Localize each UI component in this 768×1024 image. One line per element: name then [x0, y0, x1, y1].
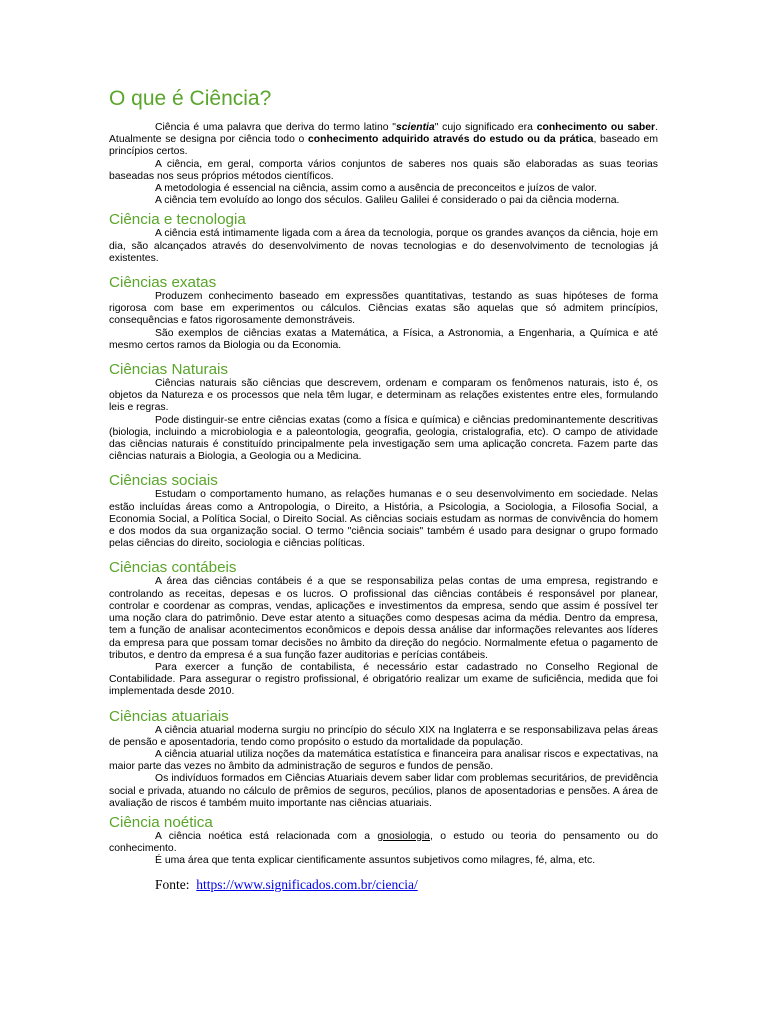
- naturais-paragraph-1: Ciências naturais são ciências que descrevem, ordenam e comparam os fenômenos naturais, isto é, os objetos da Natureza e os processos que nela têm lugar, e determinam as relações existentes entre eles, formulando leis e regras.: [109, 378, 658, 414]
- atuariais-paragraph-1: A ciência atuarial moderna surgiu no princípio do século XIX na Inglaterra e se responsabilizava pelas áreas de pensão e aposentadoria, tendo como propósito o estudo da mortalidade da população.: [109, 724, 658, 748]
- intro-text-c: . Atualmente se designa por ciência todo o: [109, 122, 658, 146]
- gnosiologia-link[interactable]: gnosiologia: [377, 830, 430, 842]
- atuariais-paragraph-2: A ciência atuarial utiliza noções da matemática estatística e financeira para analisar riscos e expectativas, na maior parte das vezes no âmbito da administração de seguros e fundos de pensão.: [109, 748, 658, 773]
- noetica-paragraph-1: [109, 831, 658, 855]
- intro-text-b: " cujo significado era: [434, 122, 537, 133]
- contabeis-paragraph-1: A área das ciências contábeis é a que se responsabiliza pelas contas de uma empresa, registrando e controlando as receitas, depesas e os lucros. O profissional das ciências contábeis é responsável por planear, controlar e coordenar as compras, vendas, aplicações e investimentos da empresa, sendo que assim é possível ter uma noção clara do patrimônio. Deve estar atento a situações como despesas acima da média. Dentro da empresa, tem a função de analisar acontecimentos econômicos e depois dessa análise dar informações relevantes aos líderes da empresa para que possam tomar decisões no âmbito da direção do negócio. Normalmente efetua o pagamento de tributos, e dentro da empresa é a sua função fazer auditorias e perícias contábeis.: [109, 576, 658, 661]
- section-heading-noetica: Ciência noética: [109, 813, 213, 831]
- intro-paragraph-1: [109, 122, 658, 159]
- sociais-paragraph-1: Estudam o comportamento humano, as relações humanas e o seu desenvolvimento em sociedade. Nelas estão incluídas áreas como a Antropologia, o Direito, a História, a Psicologia, a Sociologia, a Filosofia Social, a Economia Social, a Política Social, o Direito Social. As ciências sociais estudam as normas de convivência do homem e dos modos da sua organização social. O termo "ciência sociais" também é usado para designar o grupo formado pelas ciências do direito, sociologia e ciências políticas.: [109, 489, 658, 550]
- naturais-paragraph-2: Pode distinguir-se entre ciências exatas (como a física e química) e ciências predominantemente descritivas (biologia, incluindo a microbiologia e a paleontologia, geografia, geologia, cristalografia, etc). O campo de atividade das ciências naturais é constituído principalmente pela investigação sem uma aplicação concreta. Fazem parte das ciências naturais a Biologia, a Geologia ou a Medicina.: [109, 414, 658, 463]
- atuariais-paragraph-3: Os indivíduos formados em Ciências Atuariais devem saber lidar com problemas securitários, de previdência social e privada, atuando no cálculo de prêmios de seguros, pecúlios, planos de aposentadorias e pensões. A área de avaliação de riscos é também muito importante nas ciências atuariais.: [109, 773, 658, 809]
- section-heading-tecnologia: Ciência e tecnologia: [109, 211, 246, 229]
- tecnologia-paragraph-1: A ciência está intimamente ligada com a área da tecnologia, porque os grandes avanços da ciência, hoje em dia, são alcançados através do desenvolvimento de novas tecnologias e do desenvolvimento de tecnologias já existentes.: [109, 228, 658, 264]
- source-label: Fonte:: [155, 876, 190, 892]
- page-title: O que é Ciência?: [109, 87, 272, 110]
- noetica-paragraph-2: É uma área que tenta explicar cientificamente assuntos subjetivos como milagres, fé, alma, etc.: [155, 855, 596, 867]
- intro-bold-1: conhecimento ou saber: [536, 122, 656, 133]
- section-heading-sociais: Ciências sociais: [109, 472, 218, 490]
- section-heading-atuariais: Ciências atuariais: [109, 707, 229, 725]
- section-heading-naturais: Ciências Naturais: [109, 361, 229, 379]
- intro-paragraph-3: A metodologia é essencial na ciência, assim como a ausência de preconceitos e juízos de valor.: [155, 183, 597, 195]
- latin-term: scientia: [396, 122, 435, 133]
- section-heading-contabeis: Ciências contábeis: [109, 559, 237, 577]
- source-line: [109, 877, 658, 893]
- intro-bold-2: conhecimento adquirido através do estudo ou da prática: [307, 134, 594, 146]
- document-page: [109, 86, 658, 893]
- intro-text-d: , baseado em princípios certos.: [109, 134, 658, 158]
- intro-text-a: Ciência é uma palavra que deriva do termo latino ": [155, 122, 396, 133]
- exatas-paragraph-2: São exemplos de ciências exatas a Matemática, a Física, a Astronomia, a Engenharia, a Química e até mesmo certos ramos da Biologia ou da Economia.: [109, 327, 658, 351]
- source-link[interactable]: https://www.significados.com.br/ciencia/: [196, 876, 418, 892]
- intro-paragraph-4: A ciência tem evoluído ao longo dos séculos. Galileu Galilei é considerado o pai da ciência moderna.: [155, 195, 620, 207]
- exatas-paragraph-1: Produzem conhecimento baseado em expressões quantitativas, testando as suas hipóteses de forma rigorosa com base em experimentos ou cálculos. Ciências exatas são aquelas que só admitem princípios, consequências e fatos rigorosamente demonstráveis.: [109, 291, 658, 327]
- noetica-text-a: A ciência noética está relacionada com a: [155, 830, 378, 842]
- contabeis-paragraph-2: Para exercer a função de contabilista, é necessário estar cadastrado no Conselho Regional de Contabilidade. Para assegurar o registro profissional, é obrigatório realizar um exame de suficiência, medida que foi implementada desde 2010.: [109, 661, 658, 698]
- section-heading-exatas: Ciências exatas: [109, 274, 217, 292]
- noetica-text-b: , o estudo ou teoria do pensamento ou do conhecimento.: [109, 830, 658, 855]
- intro-paragraph-2: A ciência, em geral, comporta vários conjuntos de saberes nos quais são elaboradas as suas teorias baseadas nos seus próprios métodos científicos.: [109, 158, 658, 182]
